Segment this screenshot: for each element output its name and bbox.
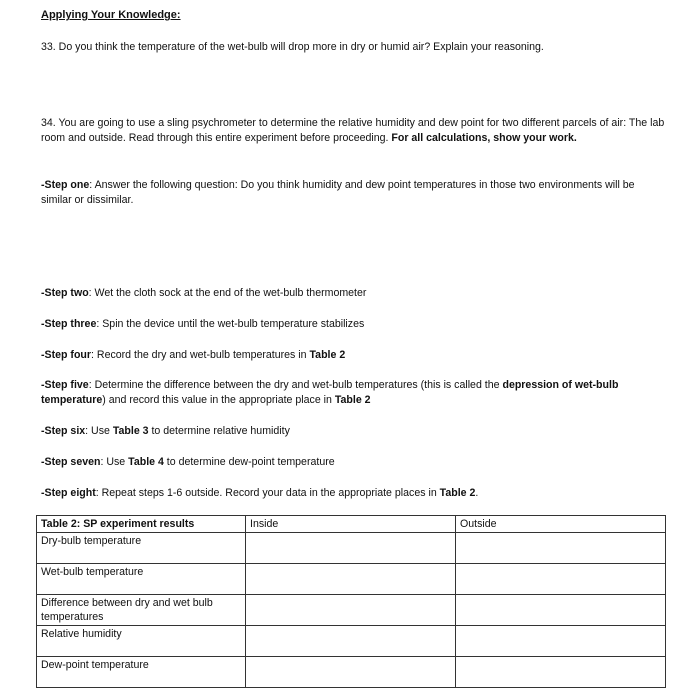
step-three-text: : Spin the device until the wet-bulb temperature stabilizes: [96, 318, 365, 330]
step-four-table-ref: Table 2: [309, 349, 346, 361]
step-eight-label: -Step eight: [41, 487, 96, 499]
cell-inside-dry-bulb[interactable]: [246, 533, 456, 564]
cell-outside-relative-humidity[interactable]: [456, 626, 666, 657]
step-four-label: -Step four: [41, 349, 92, 361]
row-label-relative-humidity: Relative humidity: [37, 626, 246, 657]
step-eight-text-a: : Repeat steps 1-6 outside. Record your data in the appropriate places in: [95, 487, 440, 499]
step-seven: [41, 455, 661, 470]
question-34-instruction: For all calculations, show your work.: [391, 132, 577, 144]
question-34: [41, 116, 667, 146]
table-row: [37, 564, 666, 595]
cell-inside-wet-bulb[interactable]: [246, 564, 456, 595]
step-six-text-b: to determine relative humidity: [148, 425, 290, 437]
question-33: 33. Do you think the temperature of the wet-bulb will drop more in dry or humid air? Explain your reasoning.: [41, 41, 544, 53]
step-five-term: depression of wet-bulb temperature: [41, 379, 619, 406]
cell-outside-difference[interactable]: [456, 595, 666, 626]
step-six-table-ref: Table 3: [112, 425, 149, 437]
step-one-label: -Step one: [41, 179, 90, 191]
step-one-text: : Answer the following question: Do you think humidity and dew point temperatures in those two environments will be similar or dissimilar.: [41, 179, 635, 206]
step-five-table-ref: Table 2: [334, 394, 371, 406]
step-six-text-a: : Use: [85, 425, 113, 437]
step-two-label: -Step two: [41, 287, 89, 299]
table-row: [37, 657, 666, 688]
step-seven-table-ref: Table 4: [128, 456, 164, 468]
step-eight-text-b: .: [475, 487, 479, 499]
table-row: [37, 626, 666, 657]
step-six: [41, 424, 661, 439]
results-table: [36, 515, 666, 688]
step-two: [41, 286, 661, 301]
table-title: Table 2: SP experiment results: [37, 516, 246, 533]
step-eight: [41, 486, 661, 501]
step-five-label: -Step five: [41, 379, 89, 391]
row-label-dew-point: Dew-point temperature: [37, 657, 246, 688]
section-heading: Applying Your Knowledge:: [41, 9, 181, 21]
step-six-label: -Step six: [41, 425, 86, 437]
step-eight-table-ref: Table 2: [439, 487, 476, 499]
table-row: [37, 533, 666, 564]
step-three: [41, 317, 661, 332]
row-label-difference: Difference between dry and wet bulb temperatures: [37, 595, 246, 626]
cell-outside-dew-point[interactable]: [456, 657, 666, 688]
row-label-wet-bulb: Wet-bulb temperature: [37, 564, 246, 595]
table-row: [37, 595, 666, 626]
cell-inside-difference[interactable]: [246, 595, 456, 626]
step-seven-text-b: to determine dew-point temperature: [163, 456, 335, 468]
step-seven-label: -Step seven: [41, 456, 101, 468]
step-four-text: : Record the dry and wet-bulb temperatures in: [91, 349, 310, 361]
cell-inside-dew-point[interactable]: [246, 657, 456, 688]
step-seven-text-a: : Use: [100, 456, 129, 468]
step-five: [41, 378, 653, 408]
step-four: [41, 348, 661, 363]
step-three-label: -Step three: [41, 318, 97, 330]
question-34-text: 34. You are going to use a sling psychrometer to determine the relative humidity and dew point for two different parcels of air: The lab room and outside. Read through this entire experiment before proceeding.: [41, 117, 665, 144]
step-one: [41, 178, 661, 208]
table-header-row: [37, 516, 666, 533]
step-two-text: : Wet the cloth sock at the end of the wet-bulb thermometer: [88, 287, 367, 299]
cell-inside-relative-humidity[interactable]: [246, 626, 456, 657]
column-header-inside: Inside: [246, 516, 456, 533]
column-header-outside: Outside: [456, 516, 666, 533]
step-five-text-a: : Determine the difference between the dry and wet-bulb temperatures (this is called the: [88, 379, 503, 391]
row-label-dry-bulb: Dry-bulb temperature: [37, 533, 246, 564]
cell-outside-dry-bulb[interactable]: [456, 533, 666, 564]
step-five-text-b: ) and record this value in the appropriate place in: [102, 394, 335, 406]
cell-outside-wet-bulb[interactable]: [456, 564, 666, 595]
